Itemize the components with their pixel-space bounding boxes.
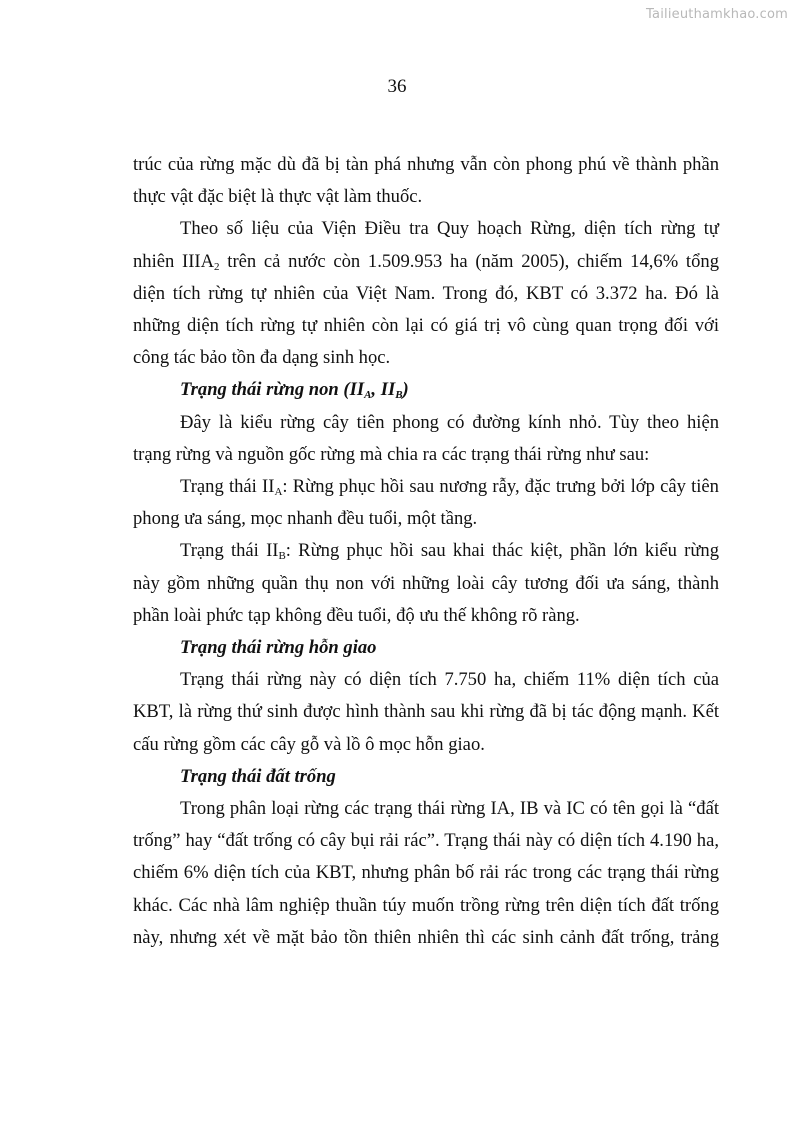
text-line: khác. Các nhà lâm nghiệp thuần túy muốn trồng rừng trên diện tích đất trống: [133, 894, 719, 916]
paragraph: [133, 535, 719, 632]
paragraph: [133, 471, 719, 535]
heading-text: ): [402, 379, 409, 401]
text-line: này gồm những quần thụ non với những loài cây tương đối ưa sáng, thành: [133, 572, 719, 594]
text-line: [133, 246, 719, 278]
text-line: diện tích rừng tự nhiên của Việt Nam. Trong đó, KBT có 3.372 ha. Đó là: [133, 282, 719, 304]
section-heading-dat-trong: Trạng thái đất trống: [180, 765, 336, 787]
document-body: [133, 149, 719, 954]
text-fragment: trên cả nước còn 1.509.953 ha (năm 2005), chiếm 14,6% tổng: [219, 250, 719, 272]
page-number: 36: [387, 76, 407, 97]
section-heading-hon-giao: Trạng thái rừng hỗn giao: [180, 637, 377, 659]
paragraph: [133, 149, 719, 213]
subscript: 2: [214, 260, 220, 273]
subscript: B: [395, 389, 403, 402]
text-line: trạng rừng và nguồn gốc rừng mà chia ra các trạng thái rừng như sau:: [133, 443, 650, 465]
text-line: cấu rừng gồm các cây gỗ và lồ ô mọc hỗn giao.: [133, 733, 485, 755]
subscript: A: [274, 486, 283, 499]
paragraph: [133, 407, 719, 471]
heading-text: , II: [371, 379, 396, 401]
text-line: này, nhưng xét về mặt bảo tồn thiên nhiên thì các sinh cảnh đất trống, trảng: [133, 926, 719, 948]
text-line: Trạng thái rừng này có diện tích 7.750 ha, chiếm 11% diện tích của: [180, 669, 719, 691]
text-line: phong ưa sáng, mọc nhanh đều tuổi, một tầng.: [133, 508, 478, 530]
paragraph: [133, 664, 719, 761]
text-line: Trong phân loại rừng các trạng thái rừng IA, IB và IC có tên gọi là “đất: [180, 798, 719, 820]
subscript: A: [364, 389, 372, 402]
text-line: Theo số liệu của Viện Điều tra Quy hoạch Rừng, diện tích rừng tự: [180, 218, 719, 240]
text-line: phần loài phức tạp không đều tuổi, độ ưu thế không rõ ràng.: [133, 604, 580, 626]
section-heading-rung-non: [133, 374, 719, 406]
subscript: B: [278, 550, 286, 563]
text-line: trống” hay “đất trống có cây bụi rải rác”. Trạng thái này có diện tích 4.190 ha,: [133, 830, 719, 852]
text-fragment: nhiên IIIA: [133, 250, 215, 272]
paragraph: [133, 793, 719, 954]
text-line: những diện tích rừng tự nhiên còn lại có giá trị vô cùng quan trọng đối với: [133, 315, 719, 337]
heading-text: Trạng thái rừng non (II: [180, 379, 365, 401]
text-line: trúc của rừng mặc dù đã bị tàn phá nhưng vẫn còn phong phú về thành phần: [133, 154, 719, 175]
text-fragment: : Rừng phục hồi sau nương rẫy, đặc trưng bởi lớp cây tiên: [282, 476, 719, 498]
text-line: [133, 535, 719, 567]
paragraph: [133, 213, 719, 374]
text-fragment: : Rừng phục hồi sau khai thác kiệt, phần lớn kiểu rừng: [285, 540, 719, 562]
text-line: công tác bảo tồn đa dạng sinh học.: [133, 347, 391, 369]
watermark: Tailieuthamkhao.com: [646, 7, 788, 22]
text-line: chiếm 6% diện tích của KBT, nhưng phân bố rải rác trong các trạng thái rừng: [133, 862, 719, 884]
text-line: thực vật đặc biệt là thực vật làm thuốc.: [133, 186, 423, 208]
text-fragment: Trạng thái II: [180, 476, 275, 498]
text-line: KBT, là rừng thứ sinh được hình thành sau khi rừng đã bị tác động mạnh. Kết: [133, 701, 719, 723]
text-line: [133, 471, 719, 503]
text-line: Đây là kiểu rừng cây tiên phong có đường kính nhỏ. Tùy theo hiện: [180, 411, 719, 433]
text-fragment: Trạng thái II: [180, 540, 279, 562]
